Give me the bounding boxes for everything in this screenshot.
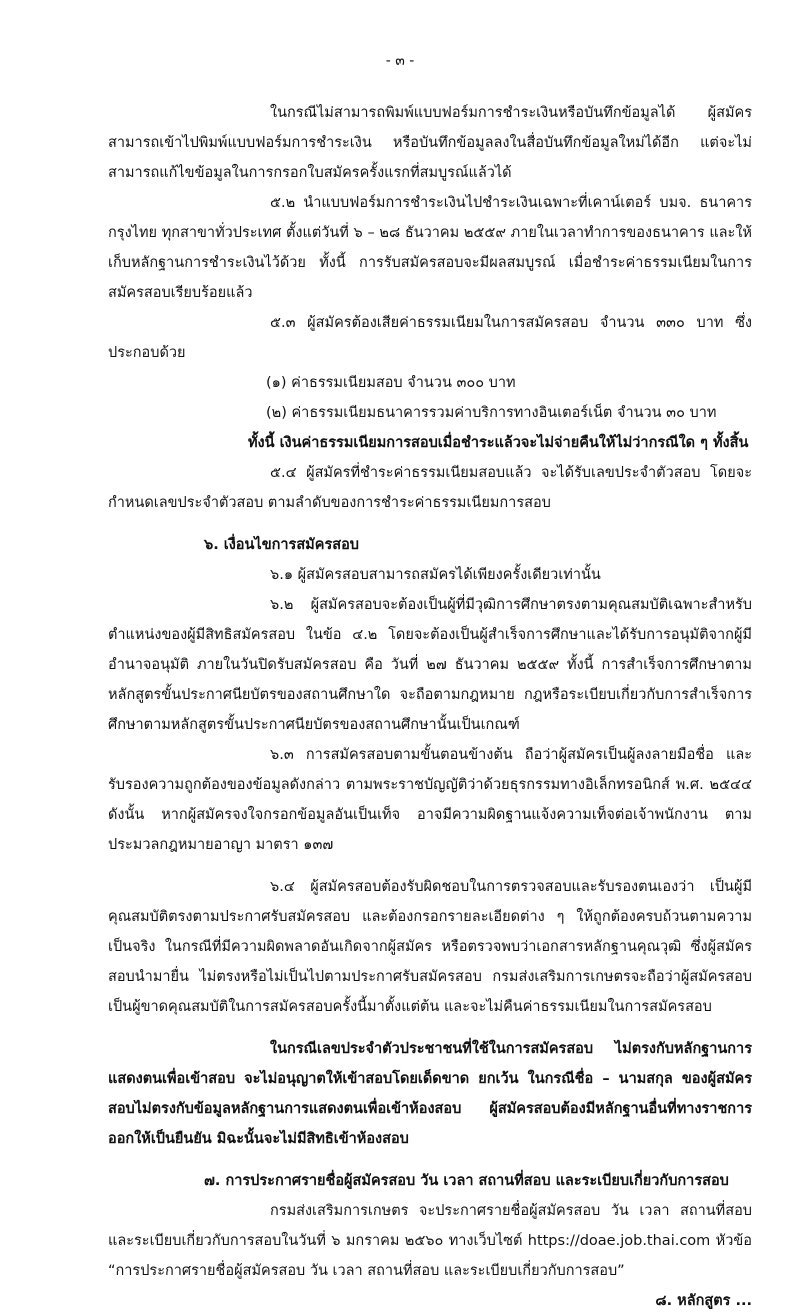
paragraph-7: กรมส่งเสริมการเกษตร จะประกาศรายชื่อผู้สมัครสอบ วัน เวลา สถานที่สอบ และระเบียบเกี่ยวกับการสอบในวันที่ ๖ มกราคม ๒๕๖๐ ทางเว็บไซต์ https://doae.job.thai.com หัวข้อ “การประกาศรายชื่อผู้สมัครสอบ วัน เวลา สถานที่สอบ และระเบียบเกี่ยวกับการสอบ” bbox=[108, 1203, 752, 1279]
document-body bbox=[108, 98, 752, 1316]
paragraph-6-1: ๖.๑ ผู้สมัครสอบสามารถสมัครได้เพียงครั้งเดียวเท่านั้น bbox=[270, 567, 601, 583]
paragraph-5-3-note: ทั้งนี้ เงินค่าธรรมเนียมการสอบเมื่อชำระแล้วจะไม่จ่ายคืนให้ไม่ว่ากรณีใด ๆ ทั้งสิ้น bbox=[248, 435, 749, 451]
paragraph-5-2: ๕.๒ นำแบบฟอร์มการชำระเงินไปชำระเงินเฉพาะที่เคาน์เตอร์ บมจ. ธนาคารกรุงไทย ทุกสาขาทั่วประเทศ ตั้งแต่วันที่ ๖ – ๒๘ ธันวาคม ๒๕๕๙ ภายในเวลาทำการของธนาคาร และให้เก็บหลักฐานการชำระเงินไว้ด้วย ทั้งนี้ การรับสมัครสอบจะมีผลสมบูรณ์ เมื่อชำระค่าธรรมเนียมในการสมัครสอบเรียบร้อยแล้ว bbox=[108, 195, 752, 301]
paragraph-5-4: ๕.๔ ผู้สมัครที่ชำระค่าธรรมเนียมสอบแล้ว จะได้รับเลขประจำตัวสอบ โดยจะกำหนดเลขประจำตัวสอบ ตามลำดับของการชำระค่าธรรมเนียมการสอบ bbox=[108, 465, 752, 511]
paragraph-6-2: ๖.๒ ผู้สมัครสอบจะต้องเป็นผู้ที่มีวุฒิการศึกษาตรงตามคุณสมบัติเฉพาะสำหรับตำแหน่งของผู้มีสิทธิสมัครสอบ ในข้อ ๔.๒ โดยจะต้องเป็นผู้สำเร็จการศึกษาและได้รับการอนุมัติจากผู้มีอำนาจอนุมัติ ภายในวันปิดรับสมัครสอบ คือ วันที่ ๒๗ ธันวาคม ๒๕๕๙ ทั้งนี้ การสำเร็จการศึกษาตามหลักสูตรขั้นประกาศนียบัตรของสถานศึกษาใด จะถือตามกฎหมาย กฎหรือระเบียบเกี่ยวกับการสำเร็จการศึกษาตามหลักสูตรขั้นประกาศนียบัตรของสถานศึกษานั้นเป็นเกณฑ์ bbox=[108, 597, 752, 733]
paragraph-5-1-note: ในกรณีไม่สามารถพิมพ์แบบฟอร์มการชำระเงินหรือบันทึกข้อมูลได้ ผู้สมัครสามารถเข้าไปพิมพ์แบบฟอร์มการชำระเงิน หรือบันทึกข้อมูลลงในสื่อบันทึกข้อมูลใหม่ได้อีก แต่จะไม่สามารถแก้ไขข้อมูลในการกรอกใบสมัครครั้งแรกที่สมบูรณ์แล้วได้ bbox=[108, 105, 752, 181]
next-page-continuation: ๘. หลักสูตร ... bbox=[655, 1293, 752, 1309]
paragraph-6-id-note: ในกรณีเลขประจำตัวประชาชนที่ใช้ในการสมัครสอบ ไม่ตรงกับหลักฐานการแสดงตนเพื่อเข้าสอบ จะไม่อนุญาตให้เข้าสอบโดยเด็ดขาด ยกเว้น ในกรณีชื่อ – นามสกุล ของผู้สมัครสอบไม่ตรงกับข้อมูลหลักฐานการแสดงตนเพื่อเข้าห้องสอบ ผู้สมัครสอบต้องมีหลักฐานอื่นที่ทางราชการออกให้เป็นยืนยัน มิฉะนั้นจะไม่มีสิทธิเข้าห้องสอบ bbox=[108, 1041, 752, 1147]
section-7-heading: ๗. การประกาศรายชื่อผู้สมัครสอบ วัน เวลา สถานที่สอบ และระเบียบเกี่ยวกับการสอบ bbox=[204, 1173, 729, 1189]
paragraph-6-4: ๖.๔ ผู้สมัครสอบต้องรับผิดชอบในการตรวจสอบและรับรองตนเองว่า เป็นผู้มีคุณสมบัติตรงตามประกาศรับสมัครสอบ และต้องกรอกรายละเอียดต่าง ๆ ให้ถูกต้องครบถ้วนตามความเป็นจริง ในกรณีที่มีความผิดพลาดอันเกิดจากผู้สมัคร หรือตรวจพบว่าเอกสารหลักฐานคุณวุฒิ ซึ่งผู้สมัครสอบนำมายื่น ไม่ตรงหรือไม่เป็นไปตามประกาศรับสมัครสอบ กรมส่งเสริมการเกษตรจะถือว่าผู้สมัครสอบเป็นผู้ขาดคุณสมบัติในการสมัครสอบครั้งนี้มาตั้งแต่ต้น และจะไม่คืนค่าธรรมเนียมในการสมัครสอบ bbox=[108, 879, 752, 1015]
section-6-heading: ๖. เงื่อนไขการสมัครสอบ bbox=[204, 537, 359, 553]
paragraph-5-3: ๕.๓ ผู้สมัครต้องเสียค่าธรรมเนียมในการสมัครสอบ จำนวน ๓๓๐ บาท ซึ่งประกอบด้วย bbox=[108, 315, 752, 361]
paragraph-6-3: ๖.๓ การสมัครสอบตามขั้นตอนข้างต้น ถือว่าผู้สมัครเป็นผู้ลงลายมือชื่อ และรับรองความถูกต้องของข้อมูลดังกล่าว ตามพระราชบัญญัติว่าด้วยธุรกรรมทางอิเล็กทรอนิกส์ พ.ศ. ๒๕๔๔ ดังนั้น หากผู้สมัครจงใจกรอกข้อมูลอันเป็นเท็จ อาจมีความผิดฐานแจ้งความเท็จต่อเจ้าพนักงาน ตามประมวลกฎหมายอาญา มาตรา ๑๓๗ bbox=[108, 747, 752, 853]
paragraph-5-3-item-2: (๒) ค่าธรรมเนียมธนาคารรวมค่าบริการทางอินเตอร์เน็ต จำนวน ๓๐ บาท bbox=[266, 405, 717, 421]
paragraph-5-3-item-1: (๑) ค่าธรรมเนียมสอบ จำนวน ๓๐๐ บาท bbox=[266, 375, 516, 391]
page-number: - ๓ - bbox=[385, 53, 415, 69]
